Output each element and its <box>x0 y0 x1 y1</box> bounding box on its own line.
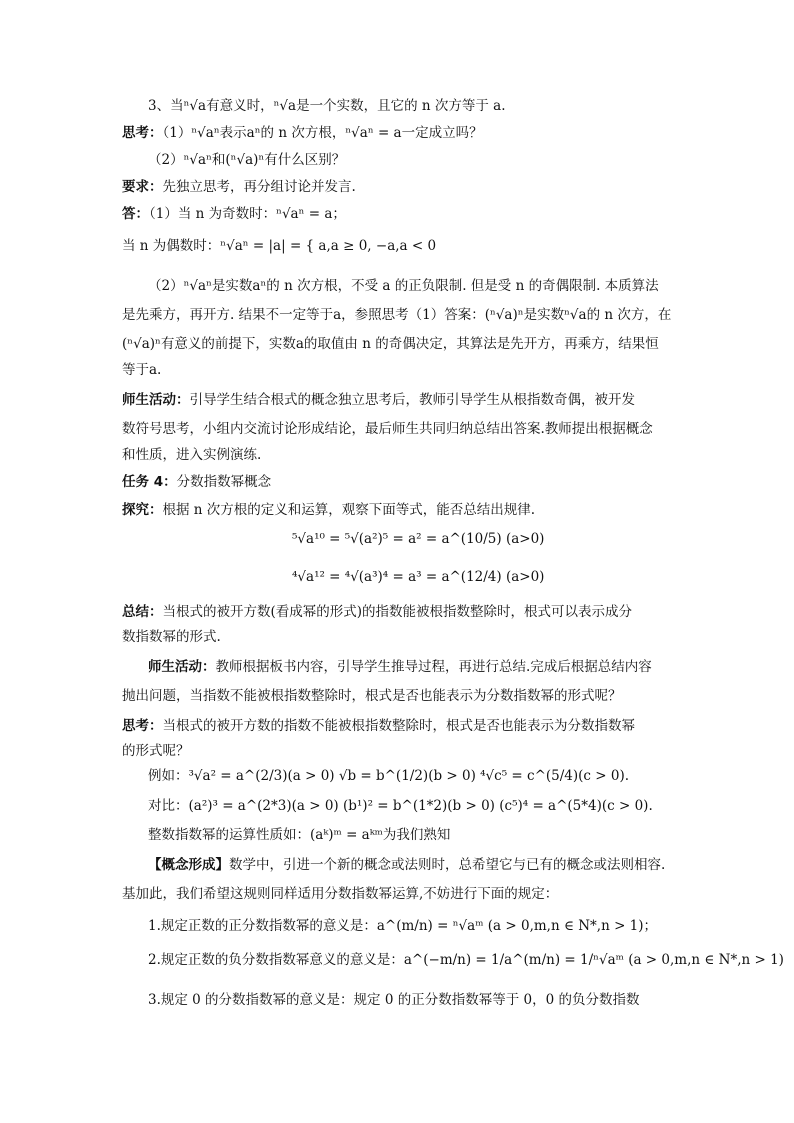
text-line <box>122 419 676 439</box>
text: ⁵√a¹⁰ = ⁵√(a²)⁵ = a² = a^(10/5) (a>0) <box>292 531 545 547</box>
text: ⁴√a¹² = ⁴√(a³)⁴ = a³ = a^(12/4) (a>0) <box>292 569 545 585</box>
text-line <box>148 766 676 786</box>
text-line <box>122 716 676 736</box>
text-line <box>122 500 676 520</box>
text-line <box>122 602 676 622</box>
text-line <box>122 686 676 706</box>
text: （2）ⁿ√aⁿ是实数aⁿ的 n 次方根，不受 a 的正负限制. 但是受 n 的奇偶限制. 本质算法 <box>148 278 659 294</box>
text-line <box>122 360 676 380</box>
text: 整数指数幂的运算性质如：(aᵏ)ᵐ = aᵏᵐ为我们熟知 <box>148 827 451 843</box>
text: 当根式的被开方数(看成幂的形式)的指数能被根指数整除时，根式可以表示成分 <box>162 604 633 620</box>
label: 师生活动： <box>122 392 190 408</box>
text-line <box>122 390 676 410</box>
text: 当 n 为偶数时：ⁿ√aⁿ = |a| = { a,a ≥ 0, −a,a < 0 <box>122 238 437 254</box>
text-line <box>148 96 676 116</box>
text-line <box>122 627 676 647</box>
text: 3.规定 0 的分数指数幂的意义是：规定 0 的正分数指数幂等于 0，0 的负分数指数 <box>148 992 640 1008</box>
text: 3、当ⁿ√a有意义时，ⁿ√a是一个实数，且它的 n 次方等于 a. <box>148 98 506 114</box>
equation-line <box>292 567 676 587</box>
text: 是先乘方，再开方. 结果不一定等于a，参照思考（1）答案：(ⁿ√a)ⁿ是实数ⁿ√a的 n 次方，在 <box>122 307 672 323</box>
text-line <box>148 796 676 816</box>
label: 师生活动： <box>148 659 216 675</box>
label: 要求： <box>122 179 163 195</box>
text: 当根式的被开方数的指数不能被根指数整除时，根式是否也能表示为分数指数幂 <box>162 718 635 734</box>
text: 1.规定正数的正分数指数幂的意义是：a^(m/n) = ⁿ√aᵐ (a > 0,m,n ∈ N*,n > 1)； <box>148 918 658 934</box>
text-line <box>122 177 676 197</box>
text: 根据 n 次方根的定义和运算，观察下面等式，能否总结出规律. <box>162 502 536 518</box>
text-line <box>148 150 676 170</box>
text: （1）ⁿ√aⁿ表示aⁿ的 n 次方根，ⁿ√aⁿ = a一定成立吗？ <box>162 125 483 141</box>
text: 的形式呢？ <box>122 743 190 759</box>
text-line <box>148 276 676 296</box>
text: 数符号思考，小组内交流讨论形成结论，最后师生共同归纳总结出答案.教师提出根据概念 <box>122 421 653 437</box>
text-line <box>148 855 676 875</box>
text-line <box>122 334 676 354</box>
equation-line <box>292 529 676 549</box>
text: 2.规定正数的负分数指数幂意义的意义是：a^(−m/n) = 1/a^(m/n) = 1/ⁿ√aᵐ (a > 0,m,n ∈ N*,n > 1) <box>148 952 784 968</box>
text: （1）当 n 为奇数时：ⁿ√aⁿ = a； <box>149 206 346 222</box>
text: 数指数幂的形式. <box>122 629 221 645</box>
text-line <box>148 990 676 1010</box>
label: 总结： <box>122 604 163 620</box>
text-line <box>148 657 676 677</box>
text-line <box>148 916 676 936</box>
text: 数学中，引进一个新的概念或法则时，总希望它与已有的概念或法则相容. <box>229 857 666 873</box>
text: 对比：(a²)³ = a^(2*3)(a > 0) (b¹)² = b^(1*2)(b > 0) (c⁵)⁴ = a^(5*4)(c > 0). <box>148 798 653 814</box>
text-line <box>122 305 676 325</box>
text-line <box>122 445 676 465</box>
label: 任务 4： <box>122 474 177 490</box>
text-line <box>122 236 676 256</box>
text: 分数指数幂概念 <box>176 474 272 490</box>
label: 探究： <box>122 502 163 518</box>
text: (ⁿ√a)ⁿ有意义的前提下，实数a的取值由 n 的奇偶决定，其算法是先开方，再乘方，结果恒 <box>122 336 659 352</box>
text-line <box>122 741 676 761</box>
label: 答： <box>122 206 149 222</box>
label: 【概念形成】 <box>148 857 229 873</box>
text: 引导学生结合根式的概念独立思考后，教师引导学生从根指数奇偶，被开发 <box>189 392 635 408</box>
text: （2）ⁿ√aⁿ和(ⁿ√a)ⁿ有什么区别？ <box>148 152 346 168</box>
label: 思考： <box>122 125 163 141</box>
text-line <box>148 825 676 845</box>
text: 等于a. <box>122 362 162 378</box>
text-line <box>122 472 676 492</box>
text-line <box>122 204 676 224</box>
text: 先独立思考，再分组讨论并发言. <box>162 179 356 195</box>
text: 教师根据板书内容，引导学生推导过程，再进行总结.完成后根据总结内容 <box>215 659 652 675</box>
text-line <box>122 123 676 143</box>
label: 思考： <box>122 718 163 734</box>
text: 例如：³√a² = a^(2/3)(a > 0) √b = b^(1/2)(b > 0) ⁴√c⁵ = c^(5/4)(c > 0). <box>148 768 630 784</box>
text: 抛出问题，当指数不能被根指数整除时，根式是否也能表示为分数指数幂的形式呢？ <box>122 688 622 704</box>
text: 基加此，我们希望这规则同样适用分数指数幂运算,不妨进行下面的规定： <box>122 886 559 902</box>
text: 和性质，进入实例演练. <box>122 447 262 463</box>
text-line <box>122 884 676 904</box>
text-line <box>148 950 784 970</box>
